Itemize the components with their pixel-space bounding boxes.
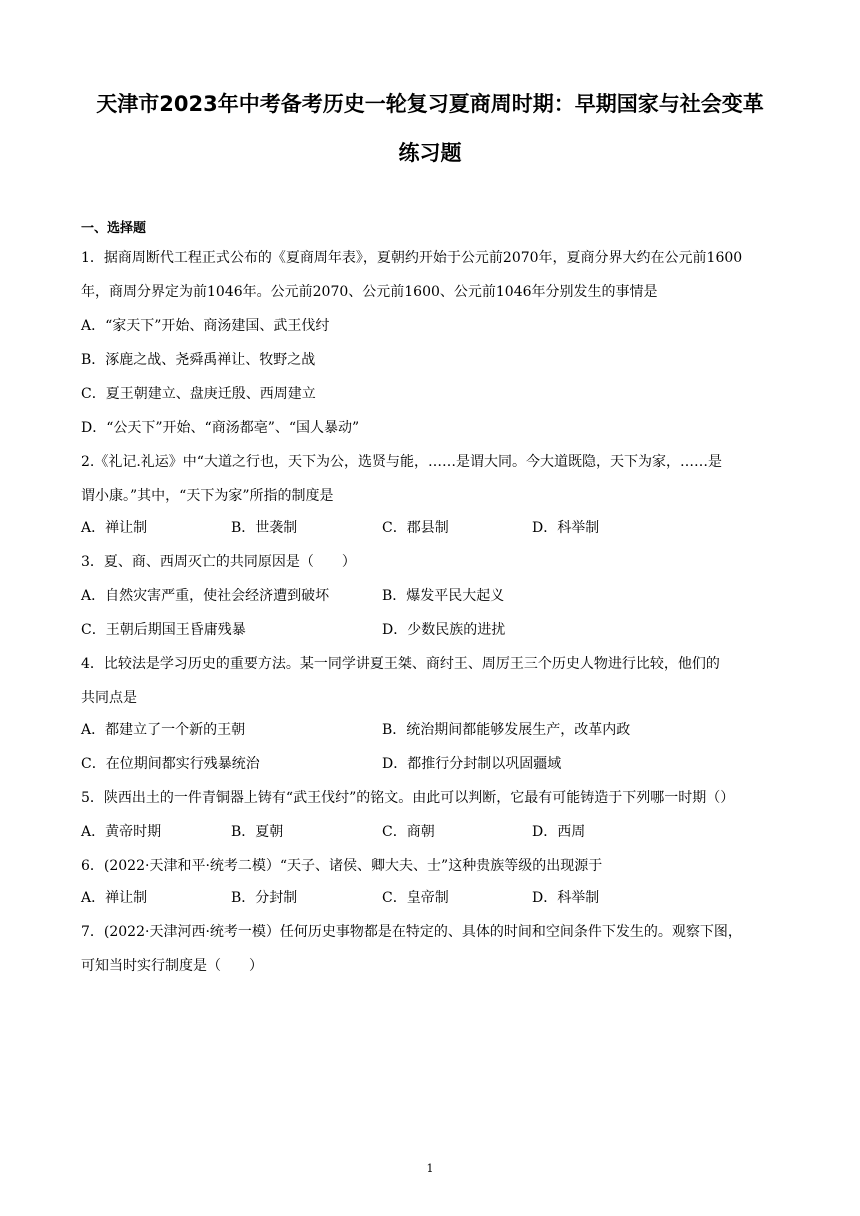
option-a[interactable]: A．禅让制: [81, 890, 148, 906]
option-c[interactable]: C．在位期间都实行残暴统治: [81, 756, 260, 772]
option-c[interactable]: C．王朝后期国王昏庸残暴: [81, 622, 246, 638]
document-title-line2: 练习题: [398, 141, 462, 165]
question-text-line: 4．比较法是学习历史的重要方法。某一同学讲夏王桀、商纣王、周厉王三个历史人物进行比较，他们的: [81, 656, 720, 672]
option-c[interactable]: C．郡县制: [382, 520, 449, 536]
option-d[interactable]: D．西周: [532, 824, 586, 840]
question-text-line: 2.《礼记.礼运》中“大道之行也，天下为公，选贤与能，……是谓大同。今大道既隐，天下为家，……是: [81, 454, 722, 470]
option-a[interactable]: A．黄帝时期: [81, 824, 162, 840]
question-text-line: 5．陕西出土的一件青铜器上铸有“武王伐纣”的铭文。由此可以判断，它最有可能铸造于下列哪一时期（）: [81, 790, 735, 806]
question-text-line: 1．据商周断代工程正式公布的《夏商周年表》，夏朝约开始于公元前2070年，夏商分界大约在公元前1600: [81, 250, 743, 266]
question-text-line: 3．夏、商、西周灭亡的共同原因是（ ）: [81, 554, 356, 570]
option-d[interactable]: D．科举制: [532, 520, 600, 536]
option-c[interactable]: C．夏王朝建立、盘庚迁殷、西周建立: [81, 386, 316, 402]
option-b[interactable]: B．夏朝: [231, 824, 284, 840]
option-d[interactable]: D．都推行分封制以巩固疆域: [382, 756, 562, 772]
option-a[interactable]: A．都建立了一个新的王朝: [81, 722, 246, 738]
question-text-line: 年，商周分界定为前1046年。公元前2070、公元前1600、公元前1046年分别发生的事情是: [81, 284, 658, 300]
option-c[interactable]: C．商朝: [382, 824, 435, 840]
option-d[interactable]: D．“公天下”开始、“商汤都亳”、“国人暴动”: [81, 420, 360, 436]
option-b[interactable]: B．分封制: [231, 890, 298, 906]
section-heading: 一、选择题: [81, 221, 147, 236]
option-a[interactable]: A．禅让制: [81, 520, 148, 536]
question-text-line: 6．(2022·天津和平·统考二模）“天子、诸侯、卿大夫、士”这种贵族等级的出现源于: [81, 858, 603, 874]
question-text-line: 谓小康。”其中，“天下为家”所指的制度是: [81, 488, 334, 504]
option-b[interactable]: B．统治期间都能够发展生产，改革内政: [382, 722, 631, 738]
question-text-line: 7．(2022·天津河西·统考一模）任何历史事物都是在特定的、具体的时间和空间条件下发生的。观察下图，: [81, 924, 742, 940]
option-b[interactable]: B．爆发平民大起义: [382, 588, 505, 604]
option-b[interactable]: B．涿鹿之战、尧舜禹禅让、牧野之战: [81, 352, 316, 368]
question-text-line: 可知当时实行制度是（ ）: [81, 958, 263, 974]
page-number: 1: [426, 1162, 434, 1175]
option-d[interactable]: D．少数民族的进扰: [382, 622, 506, 638]
question-text-line: 共同点是: [81, 690, 137, 706]
option-a[interactable]: A．自然灾害严重，使社会经济遭到破坏: [81, 588, 330, 604]
option-c[interactable]: C．皇帝制: [382, 890, 449, 906]
option-b[interactable]: B．世袭制: [231, 520, 298, 536]
option-a[interactable]: A．“家天下”开始、商汤建国、武王伐纣: [81, 318, 330, 334]
option-d[interactable]: D．科举制: [532, 890, 600, 906]
document-title-line1: 天津市2023年中考备考历史一轮复习夏商周时期：早期国家与社会变革: [96, 92, 764, 116]
